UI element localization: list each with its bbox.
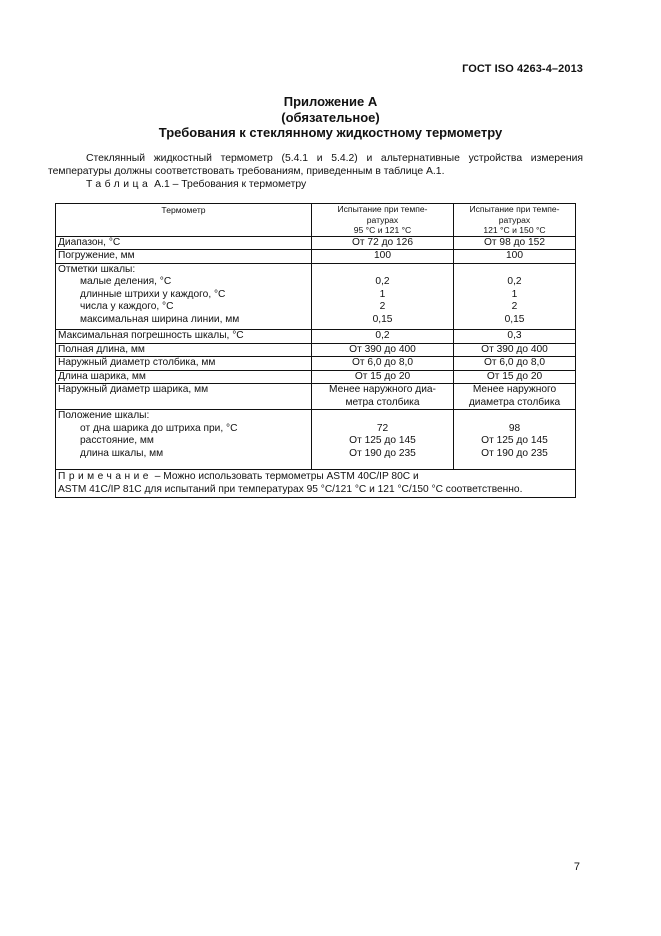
note-word: Примечание (58, 471, 152, 482)
header-col2-line3: 95 °С и 121 °С (353, 225, 412, 235)
row-value: 100 (454, 250, 576, 264)
table-row-immersion (56, 250, 576, 264)
header-col3-line2: ратурах (498, 214, 531, 225)
row-value: От 6,0 до 8,0 (312, 357, 454, 371)
table-row-stem-diameter (56, 357, 576, 371)
row-value: Менее наружного (472, 384, 557, 395)
table-row-range (56, 236, 576, 250)
header-test-95-121 (312, 204, 454, 237)
row-value: 1 (511, 288, 518, 300)
intro-paragraph: Стеклянный жидкостный термометр (5.4.1 и 5.4.2) и альтернативные устройства измерения температуры должны соответствовать требованиям, приведенным в таблице А.1. (48, 153, 583, 177)
requirements-table (55, 203, 576, 498)
row-label: Наружный диаметр шарика, мм (56, 384, 312, 410)
appendix-subject: Требования к стеклянному жидкостному термометру (158, 125, 503, 140)
row-value: 100 (312, 250, 454, 264)
row-value: 0,3 (454, 330, 576, 344)
row-value: 0,15 (372, 313, 393, 325)
row-label: Наружный диаметр столбика, мм (56, 357, 312, 371)
row-value-group (454, 263, 576, 330)
row-value: 0,2 (375, 276, 390, 287)
appendix-status: (обязательное) (281, 110, 380, 125)
row-label-group (56, 410, 312, 470)
header-test-121-150 (454, 204, 576, 237)
table-caption (48, 178, 583, 191)
row-value: От 15 до 20 (454, 370, 576, 384)
row-value: От 390 до 400 (312, 343, 454, 357)
row-value-group (454, 410, 576, 470)
standard-code: ГОСТ ISO 4263-4–2013 (462, 63, 583, 75)
note-text-2: ASTM 41C/IP 81C для испытаний при температурах 95 °С/121 °С и 121 °С/150 °С соответственно. (58, 483, 523, 495)
row-label: Максимальная погрешность шкалы, °С (56, 330, 312, 344)
row-value-group (312, 263, 454, 330)
sub-label: длина шкалы, мм (80, 447, 164, 459)
table-row-note (56, 470, 576, 498)
intro-block (48, 152, 583, 191)
header-thermometer: Термометр (56, 204, 312, 237)
row-label: Полная длина, мм (56, 343, 312, 357)
sub-label: от дна шарика до штриха при, °С (80, 422, 238, 434)
row-value: 2 (511, 301, 518, 312)
row-value-group (312, 410, 454, 470)
sub-label: длинные штрихи у каждого, °С (80, 288, 226, 300)
header-col2-line1: Испытание при темпе- (337, 204, 428, 214)
row-value: От 190 до 235 (349, 447, 416, 459)
row-value: 98 (508, 422, 521, 434)
row-value: От 6,0 до 8,0 (454, 357, 576, 371)
group-label: Отметки шкалы: (58, 263, 136, 275)
appendix-title: Приложение А (283, 94, 378, 109)
table-row-total-length (56, 343, 576, 357)
table-caption-word: Таблица (86, 179, 152, 190)
row-label-group (56, 263, 312, 330)
table-row-bulb-diameter (56, 384, 576, 410)
row-value: диаметра столбика (468, 396, 561, 408)
header-col3-line1: Испытание при темпе- (469, 204, 560, 214)
row-value: От 98 до 152 (454, 236, 576, 250)
row-value-group (454, 384, 576, 410)
row-value: От 15 до 20 (312, 370, 454, 384)
group-label: Положение шкалы: (58, 410, 150, 421)
row-value: 72 (376, 422, 389, 434)
header-col2-line2: ратурах (366, 214, 399, 225)
table-row-scale-position (56, 410, 576, 470)
row-label: Длина шарика, мм (56, 370, 312, 384)
table-row-max-error (56, 330, 576, 344)
row-value: 0,15 (504, 313, 525, 325)
header-col3-line3: 121 °С и 150 °С (483, 225, 546, 235)
table-note (56, 470, 576, 498)
row-value: 0,2 (312, 330, 454, 344)
row-value: От 125 до 145 (349, 435, 416, 446)
table-caption-text: А.1 – Требования к термометру (154, 179, 307, 190)
page-number: 7 (573, 861, 580, 873)
note-text-1: – Можно использовать термометры ASTM 40C/IP 80C и (151, 471, 419, 482)
note-line-1 (58, 471, 573, 484)
table-row-scale-marks (56, 263, 576, 330)
row-value: 1 (379, 288, 386, 300)
row-value-group (312, 384, 454, 410)
row-value: 2 (379, 301, 386, 312)
sub-label: числа у каждого, °С (80, 301, 174, 312)
sub-label: малые деления, °С (80, 276, 172, 287)
table-header-row (56, 204, 576, 237)
sub-label: расстояние, мм (80, 435, 154, 446)
row-label: Погружение, мм (56, 250, 312, 264)
row-value: метра столбика (345, 396, 420, 408)
row-value: От 190 до 235 (481, 447, 548, 459)
table-row-bulb-length (56, 370, 576, 384)
row-value: Менее наружного диа- (329, 384, 436, 395)
row-value: От 125 до 145 (481, 435, 548, 446)
row-value: От 390 до 400 (454, 343, 576, 357)
sub-label: максимальная ширина линии, мм (80, 313, 240, 325)
row-label: Диапазон, °С (56, 236, 312, 250)
row-value: 0,2 (507, 276, 522, 287)
row-value: От 72 до 126 (312, 236, 454, 250)
